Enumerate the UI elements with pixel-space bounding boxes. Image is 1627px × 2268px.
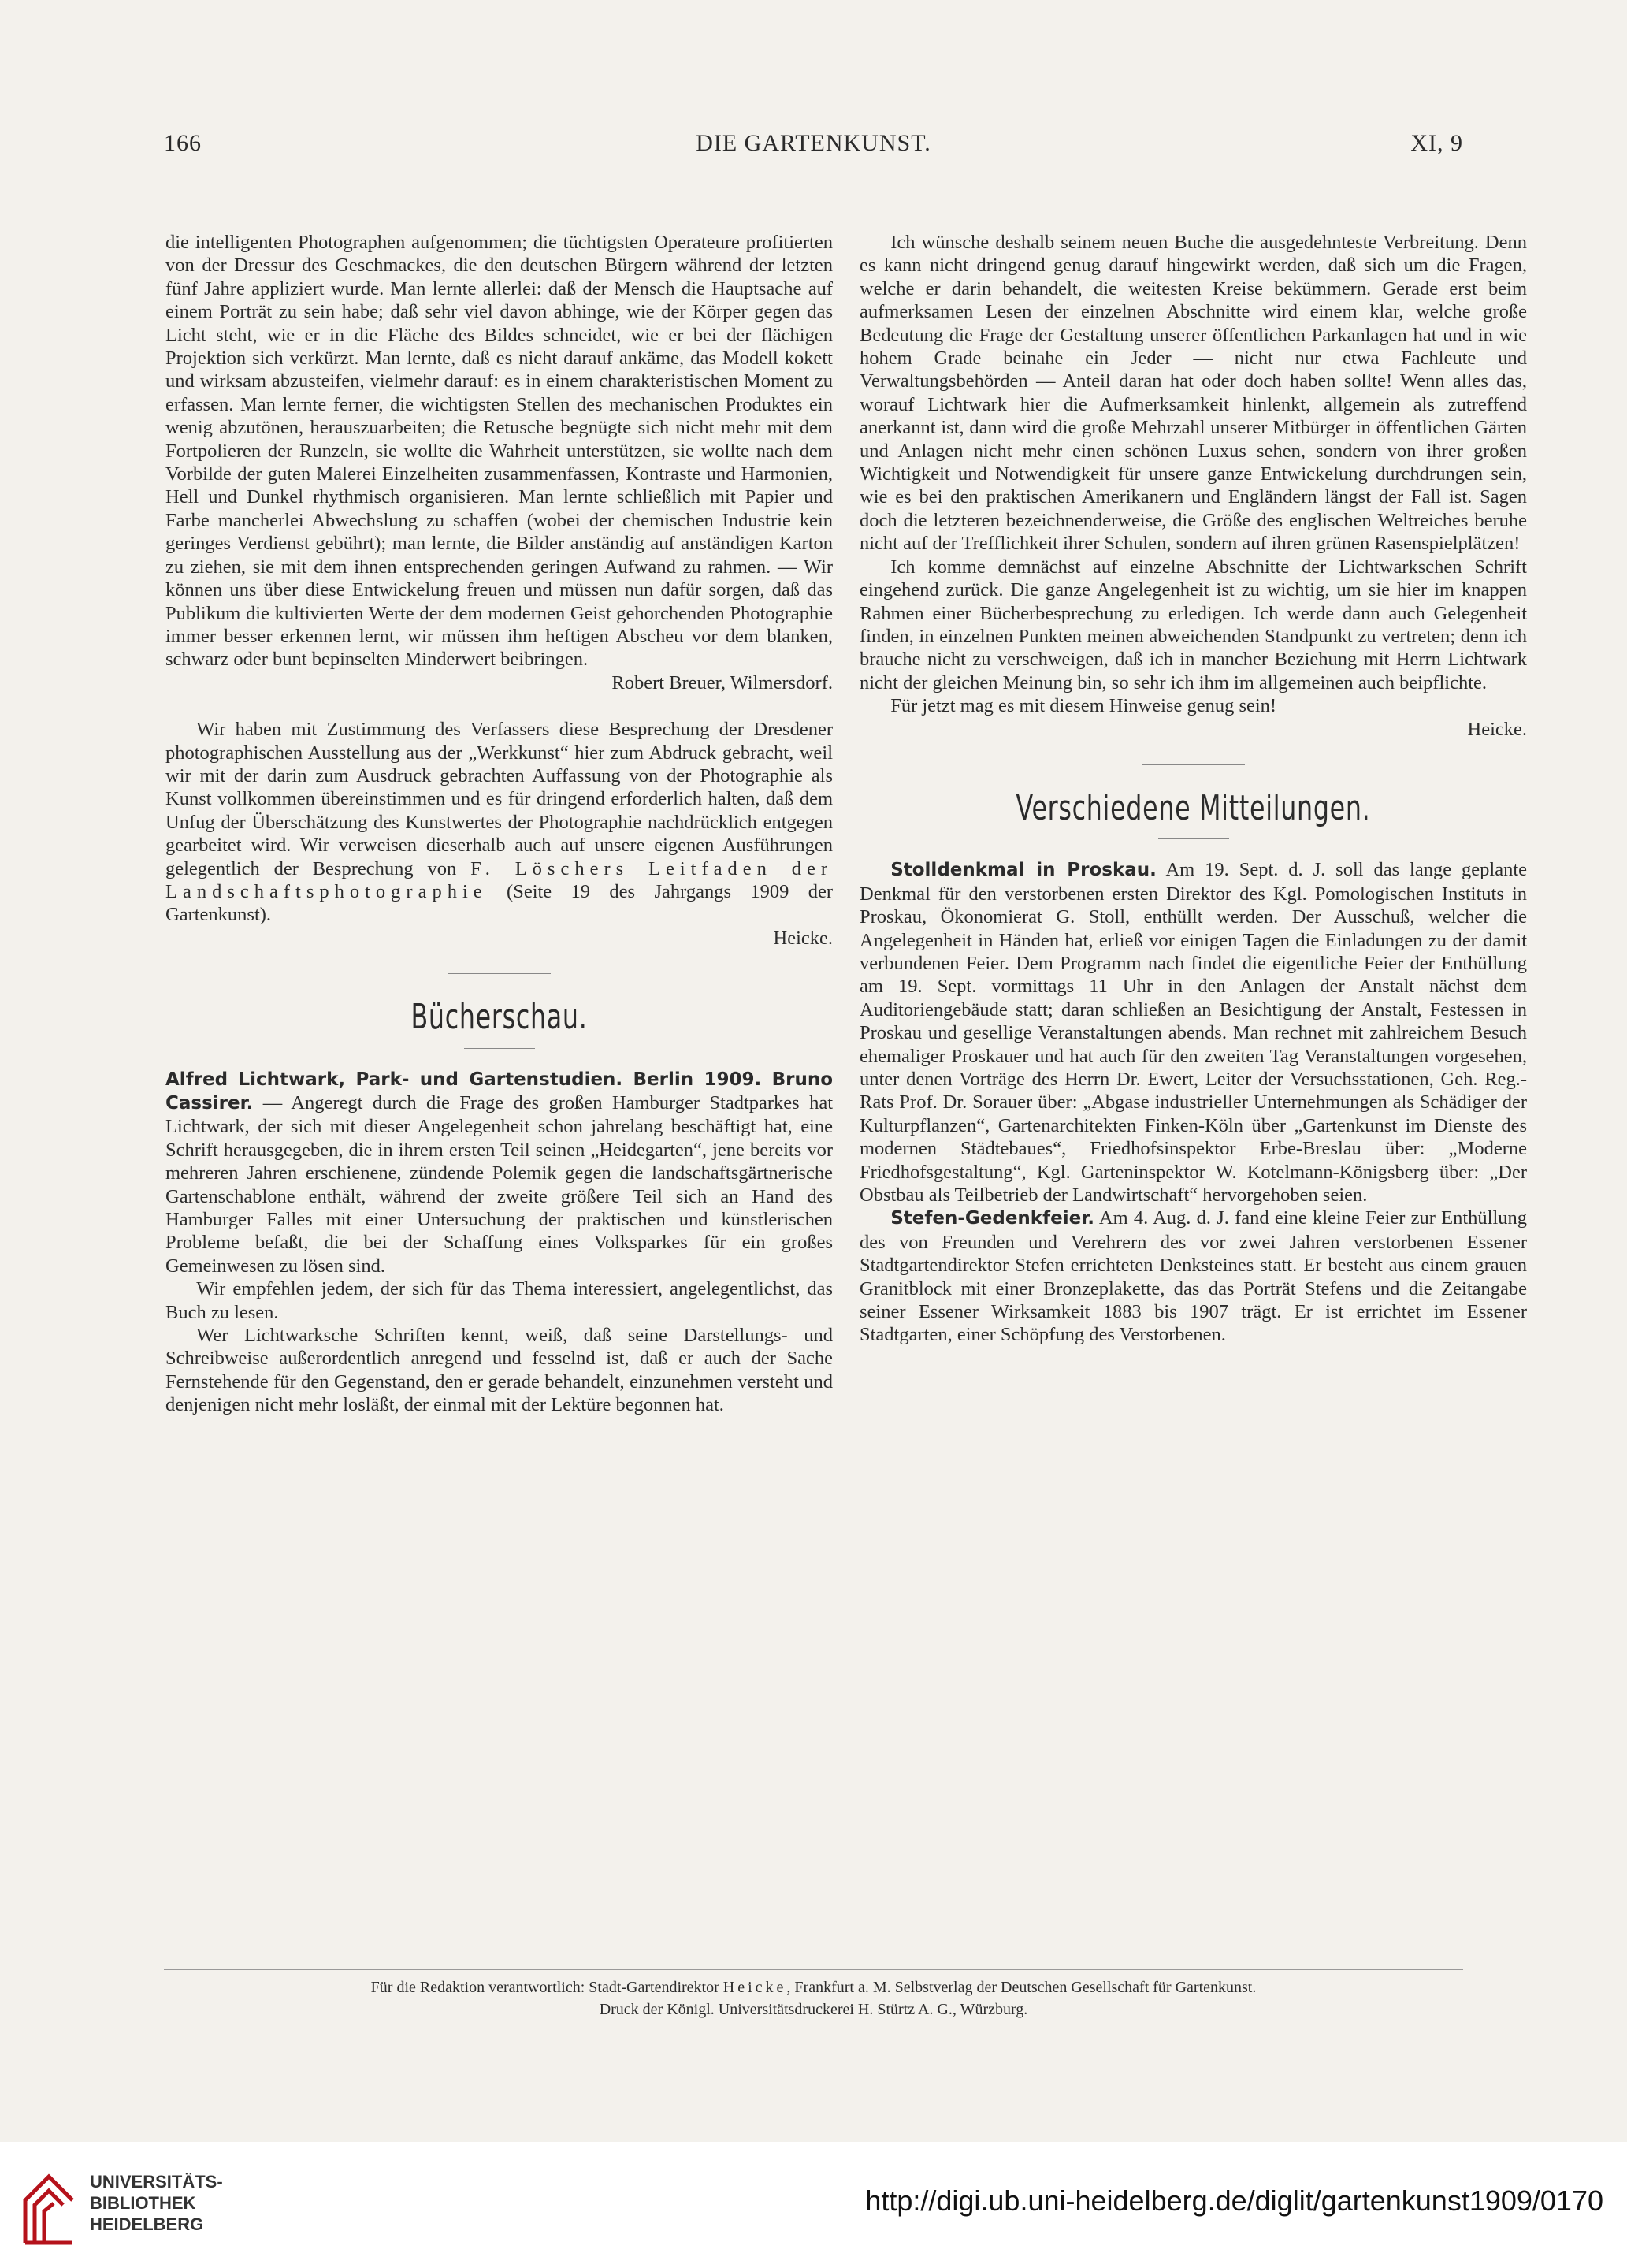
- news-lead: Stefen-Gedenkfeier.: [890, 1208, 1094, 1229]
- news-lead: Stolldenkmal in Proskau.: [890, 860, 1157, 881]
- imprint-line: Für die Redaktion verantwortlich: Stadt-Gartendirektor Heicke, Frankfurt a. M. Selbstverlag der Deutschen Gesellschaft für Gartenkunst.: [370, 1979, 1257, 1996]
- paragraph: Wir haben mit Zustimmung des Verfassers diese Besprechung der Dresdener photographischen Ausstellung aus der „Werkkunst“ hier zum Abdruck gebracht, weil wir mit der darin zum Ausdruck gebrachten Auffassung von der Photographie als Kunst vollkommen übereinstimmen und es für dringend erforderlich halten, daß dem Unfug der Überschätzung des Kunstwertes der Photographie nachdrücklich entgegen gearbeitet wird. Wir verweisen dieserhalb auch auf unsere eigenen Ausführungen gelegentlich der Besprechung von F. Löschers Leitfaden der Landschaftsphotographie (Seite 19 des Jahrgangs 1909 der Gartenkunst).: [165, 719, 834, 926]
- imprint: [164, 1976, 1463, 2021]
- section-title: Bücherschau.: [410, 997, 588, 1038]
- imprint-line: Druck der Königl. Universitätsdruckerei H. Stürtz A. G., Würzburg.: [599, 2001, 1028, 2018]
- journal-title: DIE GARTENKUNST.: [696, 130, 931, 156]
- paragraph: Ich komme demnächst auf einzelne Abschnitte der Lichtwarkschen Schrift eingehend zurück. Die ganze Angelegenheit ist zu wichtig, um sie hier im knappen Rahmen einer Bücherbesprechung zu erledigen. Ich werde dann auch Gelegenheit finden, in einzelnen Punkten meinen abweichenden Standpunkt zu vertreten; denn ich brauche nicht zu verschweigen, daß ich in mancher Beziehung mit Herrn Lichtwark nicht der gleichen Meinung bin, so sehr ich ihm im allgemeinen auch beipflichte.: [860, 556, 1527, 693]
- paragraph: Wer Lichtwarksche Schriften kennt, weiß, daß seine Darstellungs- und Schreibweise außerordentlich anregend und fesselnd ist, daß er auch der Sache Fernstehende für den Gegenstand, den er gerade behandelt, einzunehmen versteht und denjenigen nicht mehr losläßt, der einmal mit der Lektüre begonnen hat.: [165, 1325, 833, 1416]
- left-column: [165, 231, 833, 1417]
- divider: [448, 973, 551, 974]
- spaced-reference: F. Löschers Leitfaden der Landschaftsphotographie: [165, 857, 834, 902]
- paragraph: die intelligenten Photographen aufgenommen; die tüchtigsten Operateure profitierten von der Dressur des Geschmackes, die den deutschen Bürgern während der letzten fünf Jahre appliziert wurde. Man lernte allerlei: daß der Mensch die Hauptsache auf einem Porträt zu sein habe; daß sehr viel davon abhinge, wie der Körper gegen das Licht steht, wie er in die Fläche des Bildes schneidet, wie er bei der flächigen Projektion sich verkürzt. Man lernte, daß es nicht darauf ankäme, das Modell kokett und wirksam abzusteifen, vielmehr darauf: es in einem charakteristischen Moment zu erfassen. Man lernte ferner, die wichtigsten Stellen des mechanischen Produktes ein wenig abzutönen, herauszuarbeiten; die Retusche begnügte sich nicht mehr mit dem Fortpolieren der Runzeln, sie wollte die Wahrheit unterstützen, sie wollte nach dem Vorbilde der guten Malerei Einzelheiten zusammenfassen, Kontraste und Harmonien, Hell und Dunkel rhythmisch organisieren. Man lernte schließlich mit Papier und Farbe mancherlei Abwechslung zu schaffen (wobei der chemischen Industrie kein geringes Verdienst gebührt); man lernte, die Bilder anständig auf anständigen Karton zu ziehen, sie mit dem ihnen entsprechenden geringen Aufwand zu rahmen. — Wir können uns über diese Entwickelung freuen und müssen nun dafür sorgen, daß das Publikum die kultivierten Werte der dem modernen Geist gehorchenden Photographie immer besser erkennen lernt, wir müssen ihm heftigen Abscheu vor dem blanken, schwarz oder bunt bepinselten Minderwert beibringen.: [165, 232, 833, 671]
- book-review: Alfred Lichtwark, Park- und Gartenstudien. Berlin 1909. Bruno Cassirer. — Angeregt durch die Frage des großen Hamburger Stadtparkes hat Lichtwark, der sich mit dieser Angelegenheit schon jahrelang beschäftigt hat, eine Schrift herausgegeben, die in ihrem ersten Teil seinen „Heidegarten“, jene bereits vor mehreren Jahren erschienene, zündende Polemik gegen die landschaftsgärtnerische Gartenschablone enthält, während der zweite größere Teil sich an Hand des Hamburger Falles mit einer Untersuchung der praktischen und künstlerischen Probleme befaßt, die bei der Schaffung eines Volksparkes für ein großes Gemeinwesen zu lösen sind.: [165, 1069, 833, 1277]
- page-header: [164, 130, 1463, 162]
- paragraph: Wir empfehlen jedem, der sich für das Thema interessiert, angelegentlichst, das Buch zu lesen.: [165, 1278, 833, 1323]
- volume-issue: XI, 9: [1410, 130, 1463, 156]
- book-lead: Alfred Lichtwark, Park- und Gartenstudien. Berlin 1909. Bruno Cassirer.: [165, 1069, 833, 1114]
- divider: [464, 1048, 535, 1049]
- footer-rule: [164, 1969, 1463, 1970]
- right-column: [860, 231, 1527, 1347]
- paragraph: Ich wünsche deshalb seinem neuen Buche die ausgedehnteste Verbreitung. Denn es kann nicht dringend genug darauf hingewirkt werden, daß sich um die Fragen, welche er darin behandelt, die weitesten Kreise bekümmern. Gerade erst beim aufmerksamen Lesen der einzelnen Abschnitte wird einem klar, welche große Bedeutung die Frage der Gestaltung unserer öffentlichen Parkanlagen hat und in wie hohem Grade beinahe ein Jeder — nicht nur etwa Fachleute und Verwaltungsbehörden — Anteil daran hat oder doch haben sollte! Wenn alles das, worauf Lichtwark hier die Aufmerksamkeit hinlenkt, allgemein als zutreffend anerkannt ist, dann wird die große Mehrzahl unserer Mitbürger in öffentlichen Gärten und Anlagen nicht mehr einen schönen Luxus sehen, sondern von ihrer großen Wichtigkeit und Notwendigkeit für unsere ganze Entwickelung durchdrungen sein, wie es bei den praktischen Amerikanern und Engländern längst der Fall ist. Sagen doch die letzteren bezeichnenderweise, die Größe des englischen Weltreiches beruhe nicht auf der Trefflichkeit ihrer Schulen, sondern auf ihren grünen Rasenspielplätzen!: [860, 232, 1527, 555]
- divider: [1158, 838, 1229, 839]
- signature: Heicke.: [773, 927, 833, 949]
- divider: [1142, 764, 1245, 765]
- page-number: 166: [164, 130, 202, 156]
- paragraph: Für jetzt mag es mit diesem Hinweise genug sein!: [890, 695, 1277, 717]
- source-url-link[interactable]: http://digi.ub.uni-heidelberg.de/diglit/gartenkunst1909/0170: [865, 2184, 1603, 2217]
- news-item: Stolldenkmal in Proskau. Am 19. Sept. d. J. soll das lange geplante Denkmal für den verstorbenen ersten Direktor des Kgl. Pomologischen Instituts in Proskau, Ökonomierat G. Stoll, enthüllt werden. Der Ausschuß, welcher die Angelegenheit in Händen hat, erließ vor einigen Tagen die Einladungen zu der damit verbundenen Feier. Dem Programm nach findet die eigentliche Feier der Enthüllung am 19. Sept. vormittags 11 Uhr in den Anlagen der Anstalt nächst dem Auditoriengebäude statt; daran schließen an Besichtigung der Anstalt, Festessen in Proskau und gesellige Veranstaltungen abends. Man rechnet mit zahlreichem Besuch ehemaliger Proskauer und hat auch für den zweiten Tag Veranstaltungen vorgesehen, unter denen Vorträge des Herrn Dr. Ewert, Leiter der Versuchsstationen, Geh. Reg.-Rats Prof. Dr. Sorauer über: „Abgase industrieller Unternehmungen als Schädiger der Kulturpflanzen“, Gartenarchitekten Finken-Köln über „Gartenkunst im Dienste des modernen Städtebaues“, Friedhofsinspektor Erbe-Breslau über: „Moderne Friedhofsgestaltung“, Kgl. Garteninspektor W. Kotelmann-Königsberg über: „Der Obstbau als Teilbetrieb der Landwirtschaft“ hervorgehoben seien.: [860, 859, 1528, 1207]
- section-title: Verschiedene Mitteilungen.: [1016, 787, 1371, 828]
- news-item: Stefen-Gedenkfeier. Am 4. Aug. d. J. fand eine kleine Feier zur Enthüllung des von Freunden und Verehrern des vor zwei Jahren verstorbenen Essener Stadtgartendirektor Stefen errichteten Denksteines statt. Er besteht aus einem grauen Granitblock mit einer Bronzeplakette, das das Porträt Stefens und die Zeitangabe seiner Essener Wirksamkeit 1883 bis 1907 trägt. Er ist errichtet im Essener Stadtgarten, einer Schöpfung des Verstorbenen.: [860, 1207, 1527, 1346]
- library-logo-icon[interactable]: [20, 2169, 77, 2248]
- signature: Robert Breuer, Wilmersdorf.: [611, 671, 833, 693]
- library-name: UNIVERSITÄTS- BIBLIOTHEK HEIDELBERG: [90, 2172, 223, 2234]
- signature: Heicke.: [1467, 718, 1527, 740]
